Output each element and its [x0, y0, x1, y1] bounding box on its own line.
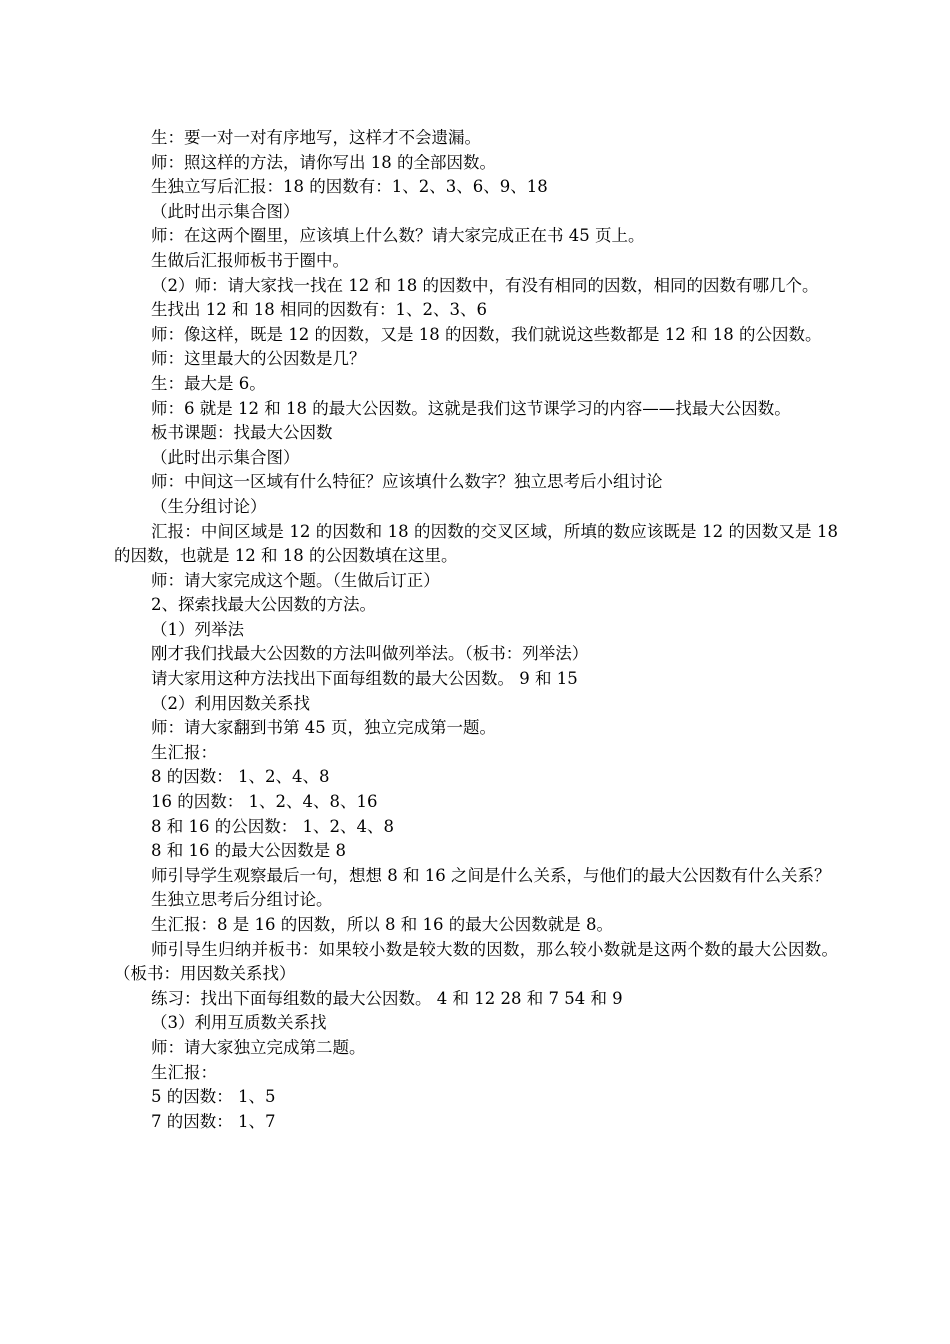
paragraph-wrapped: 师：像这样，既是 12 的因数，又是 18 的因数，我们就说这些数都是 12 和 18 的公因数。 [151, 324, 822, 344]
paragraph-line: 师：请大家完成这个题。（生做后订正） [151, 570, 440, 590]
paragraph-line: 生汇报：8 是 16 的因数，所以 8 和 16 的最大公因数就是 8。 [151, 915, 613, 934]
paragraph-line: 8 和 16 的公因数： 1、2、4、8 [151, 816, 394, 836]
paragraph-line: 师：请大家独立完成第二题。 [151, 1037, 366, 1057]
paragraph-line: 生独立思考后分组讨论。 [151, 890, 333, 910]
paragraph-line: 请大家用这种方法找出下面每组数的最大公因数。 9 和 15 [151, 669, 578, 689]
paragraph-line: 练习：找出下面每组数的最大公因数。 4 和 12 28 和 7 54 和 9 [151, 988, 623, 1008]
paragraph-line: 生找出 12 和 18 相同的因数有：1、2、3、6 [151, 300, 487, 320]
paragraph-line: 刚才我们找最大公因数的方法叫做列举法。（板书：列举法） [151, 644, 589, 664]
paragraph-line: 7 的因数： 1、7 [151, 1111, 276, 1131]
paragraph-line: 8 的因数： 1、2、4、8 [151, 767, 330, 787]
paragraph-line: 师：在这两个圈里，应该填上什么数？请大家完成正在书 45 页上。 [151, 226, 645, 246]
paragraph-line: 师：中间这一区域有什么特征？应该填什么数字？独立思考后小组讨论 [151, 472, 663, 492]
paragraph-line: （生分组讨论） [151, 496, 267, 516]
paragraph-line: 生独立写后汇报：18 的因数有：1、2、3、6、9、18 [151, 177, 548, 197]
paragraph-line: 板书课题：找最大公因数 [151, 423, 333, 443]
paragraph-line: 8 和 16 的最大公因数是 8 [151, 841, 346, 861]
paragraph-line: 师：6 就是 12 和 18 的最大公因数。这就是我们这节课学习的内容——找最大公因数。 [151, 398, 791, 418]
paragraph-line: （3）利用互质数关系找 [151, 1013, 327, 1033]
paragraph-line: 师：请大家翻到书第 45 页，独立完成第一题。 [151, 718, 496, 738]
paragraph-line: 生做后汇报师板书于圈中。 [151, 250, 349, 270]
paragraph-wrapped: （2）师：请大家找一找在 12 和 18 的因数中，有没有相同的因数，相同的因数有哪几个。 [151, 275, 819, 295]
paragraph-line: 生：最大是 6。 [151, 373, 266, 393]
document-body [114, 126, 844, 1134]
paragraph-line: （2）利用因数关系找 [151, 693, 310, 713]
paragraph-line: 师：照这样的方法，请你写出 18 的全部因数。 [151, 152, 496, 172]
paragraph-line: 生汇报： [151, 1062, 217, 1082]
paragraph-line: （此时出示集合图） [151, 447, 300, 467]
paragraph-line: 生：要一对一对有序地写，这样才不会遗漏。 [151, 128, 481, 147]
paragraph-wrapped: 师引导生归纳并板书：如果较小数是较大数的因数，那么较小数就是这两个数的最大公因数。（板书：用因数关系找） [114, 939, 838, 984]
paragraph-wrapped: 汇报：中间区域是 12 的因数和 18 的因数的交叉区域，所填的数应该既是 12 的因数又是 18 的因数，也就是 12 和 18 的公因数填在这里。 [114, 521, 838, 566]
paragraph-line: （此时出示集合图） [151, 201, 300, 221]
paragraph-line: 生汇报： [151, 742, 217, 762]
paragraph-line: 师：这里最大的公因数是几？ [151, 349, 366, 369]
paragraph-line: （1）列举法 [151, 619, 244, 639]
paragraph-line: 5 的因数： 1、5 [151, 1087, 276, 1107]
paragraph-line: 16 的因数： 1、2、4、8、16 [151, 792, 378, 812]
paragraph-line: 2、探索找最大公因数的方法。 [151, 595, 376, 615]
paragraph-wrapped: 师引导学生观察最后一句，想想 8 和 16 之间是什么关系，与他们的最大公因数有什么关系？ [151, 865, 831, 885]
